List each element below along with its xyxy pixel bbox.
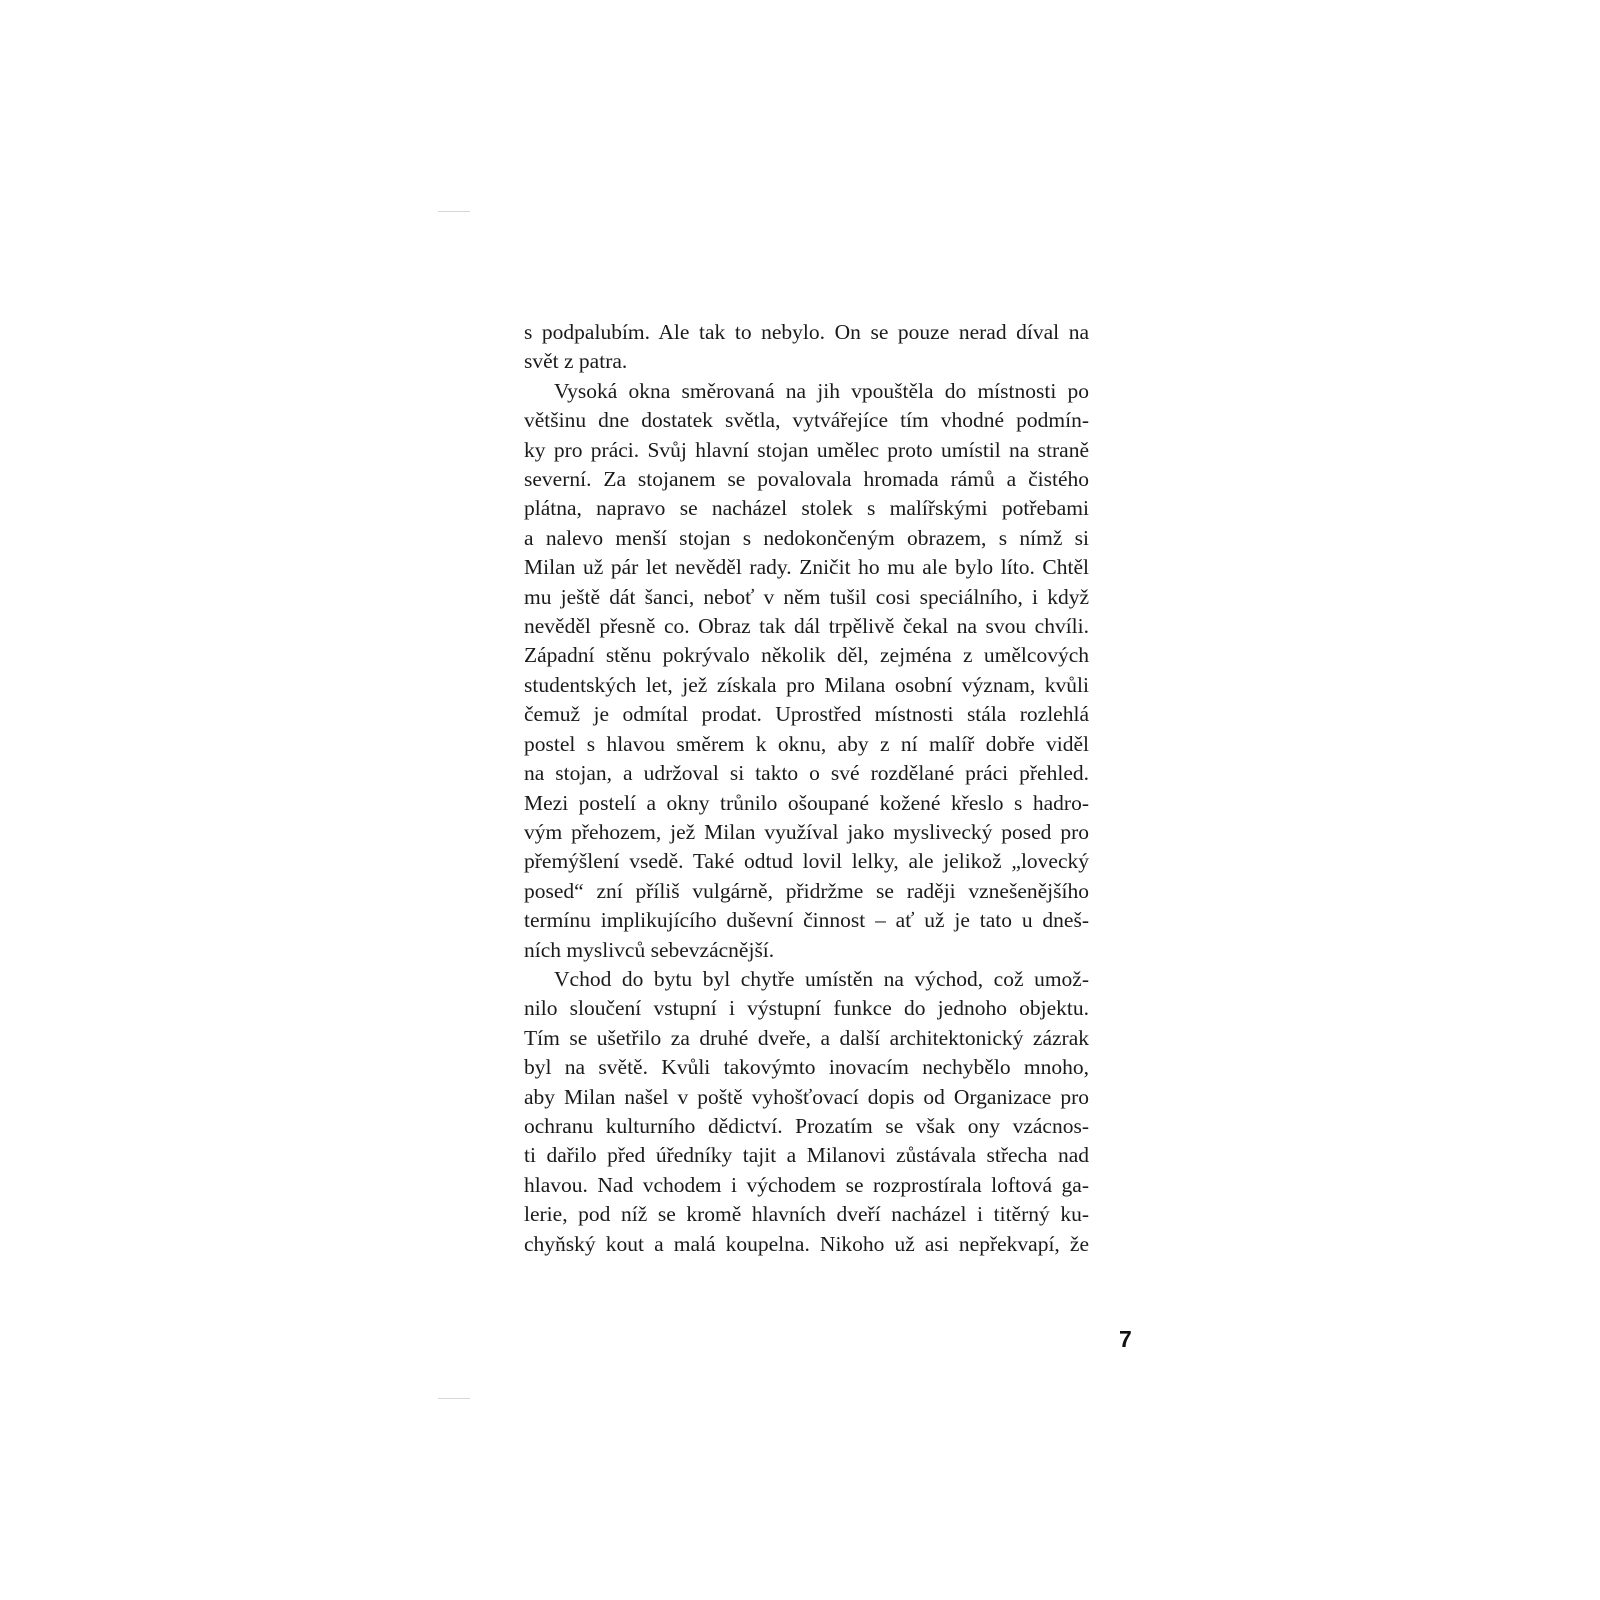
text-line: ních myslivců sebevzácnější. <box>524 937 775 962</box>
text-line: ti dařilo před úředníky tajit a Milanovi zůstávala střecha nad <box>524 1143 1089 1168</box>
text-line: Mezi postelí a okny trůnilo ošoupané kožené křeslo s hadro- <box>524 790 1089 815</box>
paragraph <box>524 318 1089 377</box>
text-line: posed“ zní příliš vulgárně, přidržme se raději vznešenějšího <box>524 878 1089 903</box>
text-line: byl na světě. Kvůli takovýmto inovacím nechybělo mnoho, <box>524 1055 1089 1080</box>
body-text <box>524 318 1089 1259</box>
text-line: na stojan, a udržoval si takto o své rozdělané práci přehled. <box>524 761 1089 786</box>
paragraph <box>524 377 1089 965</box>
text-line: Západní stěnu pokrývalo několik děl, zejména z umělcových <box>524 643 1089 668</box>
text-line: Milan už pár let nevěděl rady. Zničit ho mu ale bylo líto. Chtěl <box>524 555 1089 580</box>
text-line: ochranu kulturního dědictví. Prozatím se však ony vzácnos- <box>524 1113 1089 1138</box>
text-line: Tím se ušetřilo za druhé dveře, a další architektonický zázrak <box>524 1025 1089 1050</box>
text-line: chyňský kout a malá koupelna. Nikoho už asi nepřekvapí, že <box>524 1231 1089 1256</box>
text-line: svět z patra. <box>524 349 628 374</box>
text-line: vým přehozem, jež Milan využíval jako myslivecký posed pro <box>524 819 1089 844</box>
text-line: severní. Za stojanem se povalovala hromada rámů a čistého <box>524 467 1089 492</box>
paragraph <box>524 965 1089 1259</box>
text-line: ky pro práci. Svůj hlavní stojan umělec proto umístil na straně <box>524 437 1089 462</box>
text-line: Vysoká okna směrovaná na jih vpouštěla do místnosti po <box>554 378 1089 403</box>
page-number: 7 <box>1119 1326 1132 1352</box>
text-line: a nalevo menší stojan s nedokončeným obrazem, s nímž si <box>524 525 1089 550</box>
crop-mark-top <box>438 211 470 212</box>
text-line: nilo sloučení vstupní i výstupní funkce do jednoho objektu. <box>524 996 1089 1021</box>
text-line: termínu implikujícího duševní činnost – ať už je tato u dneš- <box>524 908 1089 933</box>
crop-mark-bottom <box>438 1398 470 1399</box>
text-line: lerie, pod níž se kromě hlavních dveří nacházel i titěrný ku- <box>524 1202 1089 1227</box>
text-line: s podpalubím. Ale tak to nebylo. On se pouze nerad díval na <box>524 320 1089 344</box>
text-line: mu ještě dát šanci, neboť v něm tušil cosi speciálního, i když <box>524 584 1089 609</box>
text-line: přemýšlení vsedě. Také odtud lovil lelky, ale jelikož „lovecký <box>524 849 1089 874</box>
text-line: studentských let, jež získala pro Milana osobní význam, kvůli <box>524 672 1089 697</box>
text-line: Vchod do bytu byl chytře umístěn na východ, což umož- <box>554 966 1089 991</box>
text-line: hlavou. Nad vchodem i východem se rozprostírala loftová ga- <box>524 1172 1089 1197</box>
text-line: čemuž je odmítal prodat. Uprostřed místnosti stála rozlehlá <box>524 702 1089 727</box>
text-line: nevěděl přesně co. Obraz tak dál trpělivě čekal na svou chvíli. <box>524 614 1089 639</box>
text-line: postel s hlavou směrem k oknu, aby z ní malíř dobře viděl <box>524 731 1089 756</box>
text-line: většinu dne dostatek světla, vytvářejíce tím vhodné podmín- <box>524 408 1089 433</box>
text-line: aby Milan našel v poště vyhošťovací dopis od Organizace pro <box>524 1084 1089 1109</box>
text-line: plátna, napravo se nacházel stolek s malířskými potřebami <box>524 496 1089 521</box>
